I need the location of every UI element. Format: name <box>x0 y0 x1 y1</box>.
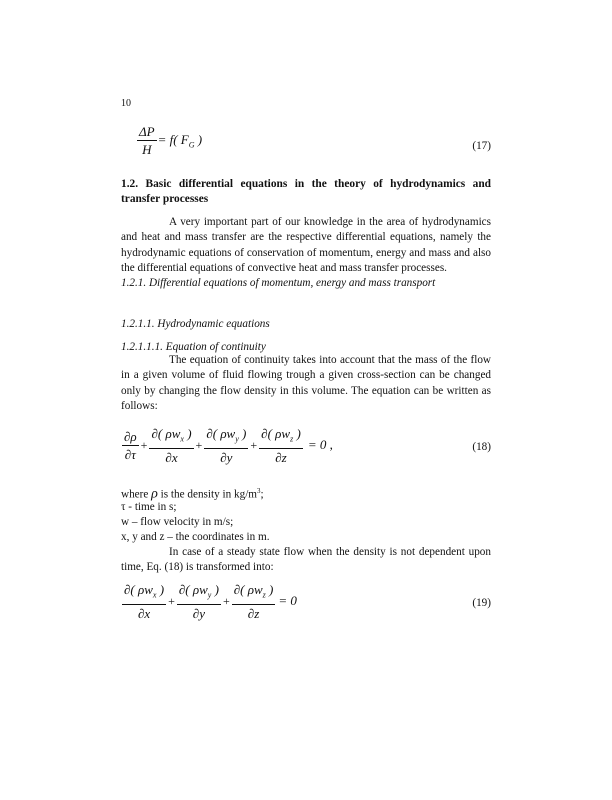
eq19-rhs: = 0 <box>278 593 297 609</box>
eq17-rhs-end: ) <box>194 131 203 147</box>
intro-paragraph: A very important part of our knowledge in the area of hydrodynamics and heat and mass transfer are the respective differential equations, namely the hydrodynamic equations of conservation of momentum, energy and mass and also the differential equations of convective heat and mass transfer processes. <box>121 216 491 274</box>
eq19-term-2-num-end: ) <box>211 582 219 597</box>
subsection-1-2-1: 1.2.1. Differential equations of momentum, energy and mass transport <box>121 277 436 289</box>
eq18-plus-2: + <box>195 437 203 452</box>
eq17-rhs-sub: G <box>188 140 195 150</box>
steady-state-paragraph: In case of a steady state flow when the density is not dependent upon time, Eq. (18) is transformed into: <box>121 546 491 574</box>
rho-description: is the density in kg/m <box>157 488 258 501</box>
where-prefix: where <box>121 488 152 501</box>
eq18-term-1-den: ∂τ <box>124 446 136 462</box>
eq18-term-2-num <box>149 426 193 449</box>
eq18-term-4-num-text: ∂( ρw <box>261 426 291 441</box>
rho-symbol: ρ <box>151 486 158 502</box>
eq19-term-2-num-text: ∂( ρw <box>178 582 208 597</box>
eq19-term-2-num <box>177 582 221 605</box>
eq18-term-3-num-text: ∂( ρw <box>206 426 236 441</box>
subsection-1-2-1-1: 1.2.1.1. Hydrodynamic equations <box>121 318 270 330</box>
equation-18 <box>121 426 333 465</box>
eq17-rhs <box>158 132 203 150</box>
eq17-rhs-text: = f( F <box>157 131 189 147</box>
rho-unit-exponent: 3 <box>257 487 261 495</box>
eq18-term-3-sub: y <box>235 434 239 444</box>
continuity-paragraph: The equation of continuity takes into account that the mass of the flow in a given volume of fluid flowing trough a given cross-section can be changed only by changing the flow density in this volume. The equation can be written as follows: <box>121 354 491 412</box>
eq19-plus-1: + <box>168 593 175 608</box>
eq18-plus-1: + <box>140 437 148 452</box>
equation-17 <box>136 124 202 157</box>
rho-line-end: ; <box>260 488 264 501</box>
eq18-term-2 <box>149 426 193 465</box>
eq19-plus-2: + <box>222 593 230 608</box>
eq19-term-1-num-text: ∂( ρw <box>124 582 153 597</box>
eq19-term-3-num <box>232 582 276 605</box>
equation-19 <box>121 582 297 621</box>
eq18-term-1-num: ∂ρ <box>124 428 137 444</box>
eq18-term-3-num <box>204 426 248 449</box>
eq18-term-4-den: ∂z <box>275 449 287 465</box>
where-w-line: w – flow velocity in m/s; <box>121 516 234 528</box>
eq17-number: (17) <box>472 140 491 152</box>
eq19-term-3 <box>232 582 276 621</box>
eq19-number: (19) <box>472 597 491 609</box>
where-xyz-line: x, y and z – the coordinates in m. <box>121 531 270 543</box>
eq18-term-4-sub: z <box>290 434 294 444</box>
eq19-term-1-num-end: ) <box>156 582 165 597</box>
section-heading: 1.2. Basic differential equations in the theory of hydrodynamics and transfer processes <box>121 178 491 206</box>
eq19-term-3-sub: z <box>262 590 266 600</box>
eq19-term-3-den: ∂z <box>247 605 260 621</box>
eq18-term-2-num-text: ∂( ρw <box>151 426 181 441</box>
eq17-numerator: ΔP <box>139 124 155 139</box>
eq18-term-2-num-end: ) <box>183 426 192 441</box>
eq18-term-4-num-end: ) <box>293 426 301 441</box>
subsection-1-2-1-1-1: 1.2.1.1.1. Equation of continuity <box>121 341 266 353</box>
eq18-term-2-sub: x <box>180 434 184 444</box>
eq18-term-4 <box>259 426 303 465</box>
eq18-term-3-num-end: ) <box>238 426 247 441</box>
eq18-term-3 <box>204 426 248 465</box>
eq18-term-2-den: ∂x <box>165 449 178 465</box>
eq18-term-4-num <box>259 426 303 449</box>
eq17-denominator: H <box>142 142 152 157</box>
eq19-term-2 <box>177 582 221 621</box>
eq19-term-1-num <box>122 582 166 605</box>
eq19-term-3-num-end: ) <box>265 582 274 597</box>
eq19-term-2-den: ∂y <box>192 605 205 621</box>
where-tau-line: τ - time in s; <box>121 501 177 513</box>
eq19-term-1-sub: x <box>152 590 157 600</box>
eq19-term-1 <box>122 582 166 621</box>
eq18-number: (18) <box>472 441 491 453</box>
eq18-rhs: = 0 , <box>307 437 333 453</box>
eq18-plus-3: + <box>250 437 258 452</box>
eq18-term-1 <box>122 429 139 462</box>
page-number: 10 <box>121 98 131 109</box>
eq19-term-3-num-text: ∂( ρw <box>233 582 263 597</box>
eq19-term-1-den: ∂x <box>137 605 151 621</box>
eq18-term-3-den: ∂y <box>220 449 233 465</box>
eq17-fraction <box>137 124 157 157</box>
eq19-term-2-sub: y <box>207 590 212 600</box>
